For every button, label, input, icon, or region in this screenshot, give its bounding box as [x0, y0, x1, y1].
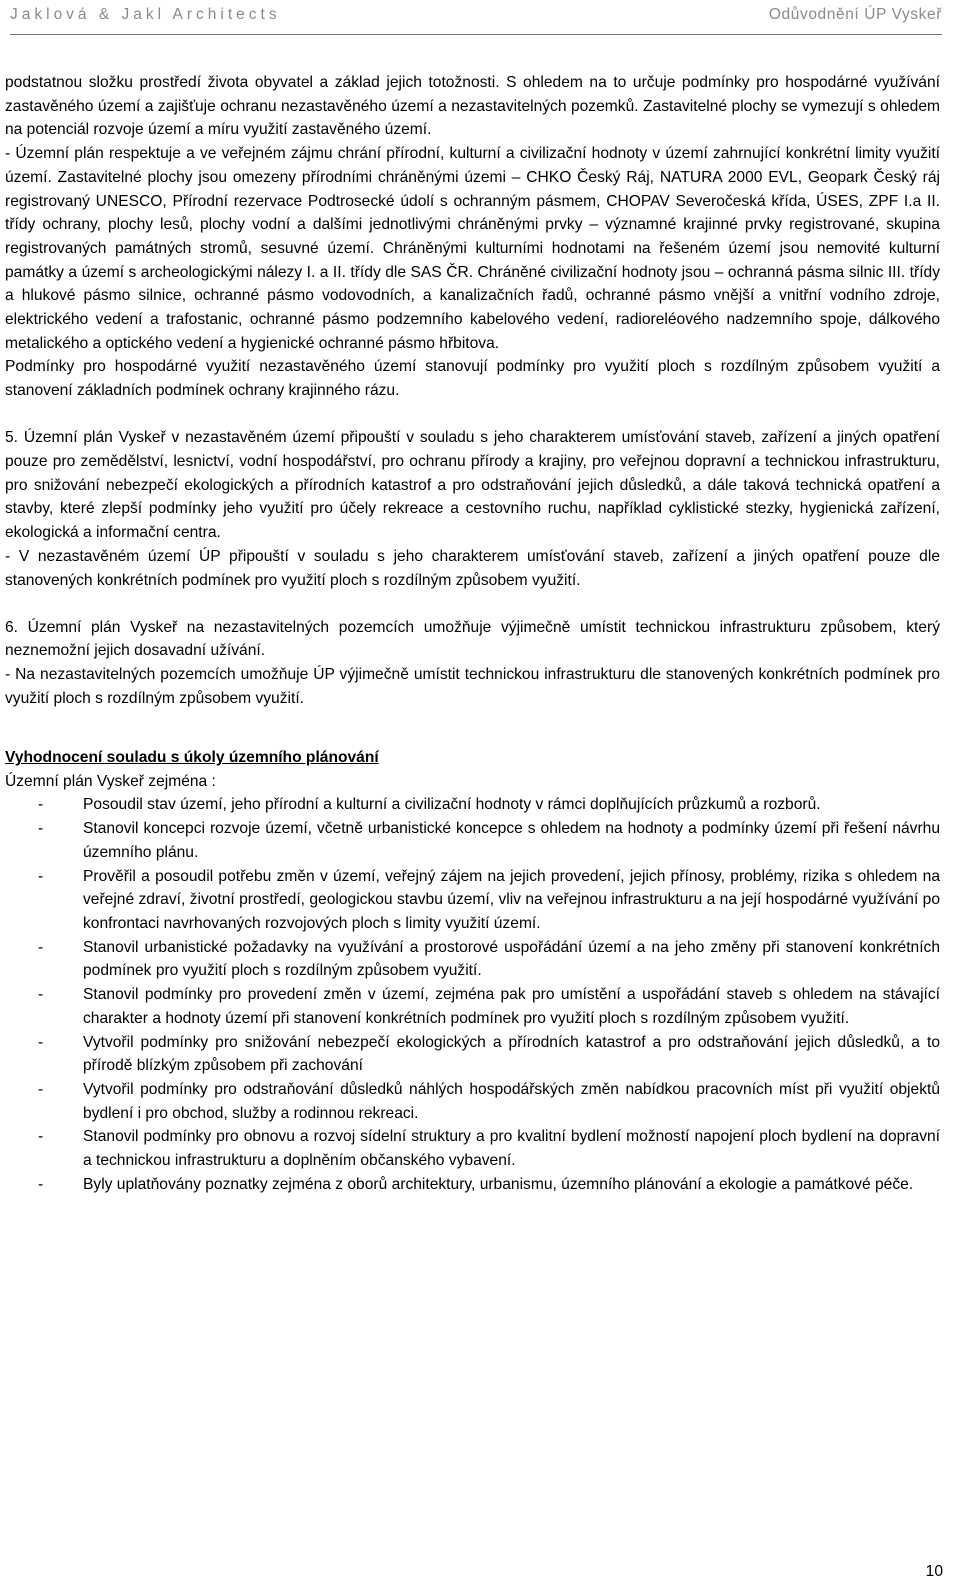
list-item-text: Stanovil koncepci rozvoje území, včetně urbanistické koncepce s ohledem na hodnoty a podmínky území při řešení návrhu územního plánu. — [83, 820, 940, 861]
header-divider — [10, 34, 942, 35]
running-header — [10, 6, 942, 28]
list-item — [5, 793, 940, 817]
paragraph: 5. Územní plán Vyskeř v nezastavěném území připouští v souladu s jeho charakterem umísťování staveb, zařízení a jiných opatření pouze pro zemědělství, lesnictví, vodní hospodářství, pro ochranu přírody a krajiny, pro veřejnou dopravní a technickou infrastrukturu, pro snižování nebezpečí ekologických a přírodních katastrof a pro odstraňování jejich důsledků, a dále taková technická opatření a stavby, které zlepší podmínky jeho využití pro účely rekreace a cestovního ruchu, například cyklistické stezky, hygienická zařízení, ekologická a informační centra. — [5, 429, 940, 542]
list-dash: - — [38, 1128, 44, 1146]
list-item-text: Byly uplatňovány poznatky zejména z oborů architektury, urbanismu, územního plánování a ekologie a památkové péče. — [83, 1175, 914, 1193]
list-dash: - — [38, 820, 44, 838]
list-dash: - — [38, 867, 44, 885]
paragraph: - V nezastavěném území ÚP připouští v souladu s jeho charakterem umísťování staveb, zařízení a jiných opatření pouze dle stanovených konkrétních podmínek pro využití ploch s rozdílným způsobem využití. — [5, 547, 940, 589]
list-item-text: Stanovil urbanistické požadavky na využívání a prostorové uspořádání území a na jeho změny při stanovení konkrétních podmínek pro využití ploch s rozdílným způsobem využití. — [83, 938, 940, 980]
header-document-title: Odůvodnění ÚP Vyskeř — [768, 6, 942, 23]
list-item-text: Stanovil podmínky pro obnovu a rozvoj sídelní struktury a pro kvalitní bydlení možností napojení ploch bydlení na dopravní a technickou infrastrukturu a doplněním občanského vybavení. — [83, 1128, 940, 1170]
paragraph: Podmínky pro hospodárné využití nezastavěného území stanovují podmínky pro využití ploch s rozdílným způsobem využití a stanovení základních podmínek ochrany krajinného rázu. — [5, 358, 940, 400]
list-item — [5, 1031, 940, 1078]
list-item-text: Vytvořil podmínky pro odstraňování důsledků náhlých hospodářských změn nabídkou pracovních míst při využití objektů bydlení i pro obchod, služby a rodinnou rekreaci. — [83, 1080, 940, 1122]
paragraph-spacer — [5, 403, 940, 427]
paragraph: - Územní plán respektuje a ve veřejném zájmu chrání přírodní, kulturní a civilizační hodnoty v území zahrnující konkrétní limity využití území. Zastavitelné plochy jsou omezeny přírodními chráněnými územi – CHKO Český Ráj, NATURA 2000 EVL, Geopark Český ráj registrovaný UNESCO, Přírodní rezervace Podtrosecké údolí s ochranným pásmem, CHOPAV Severočeská křída, ÚSES, ZPF I.a II. třídy ochrany, plochy lesů, plochy vodní a dalšími jednotlivými chráněnými prvky – významné krajinné prvky registrované, skupina registrovaných památných stromů, sesuvné území. Chráněnými kulturními hodnotami na řešeném území jsou nemovité kulturní památky a území s archeologickými nálezy I. a II. třídy dle SAS ČR. Chráněné civilizační hodnoty jsou – ochranná pásma silnic III. třídy a hlukové pásmo silnice, ochranné pásmo vodovodních, a kanalizačních řadů, ochranné pásmo vnější a vnitřní vodního zdroje, elektrického vedení a trafostanic, ochranné pásmo podzemního kabelového vedení, radioreléového nadzemního spoje, dálkového metalického a optického vedení a hygienické ochranné pásmo hřbitova. — [5, 145, 940, 352]
paragraph-spacer — [5, 734, 940, 746]
list-item — [5, 1173, 940, 1197]
paragraph-spacer — [5, 711, 940, 735]
list-dash: - — [38, 938, 44, 956]
list-dash: - — [38, 1033, 44, 1051]
paragraph-spacer — [5, 592, 940, 616]
section-heading: Vyhodnocení souladu s úkoly územního plánování — [5, 749, 379, 767]
page-number: 10 — [925, 1563, 943, 1580]
paragraph: 6. Územní plán Vyskeř na nezastavitelných pozemcích umožňuje výjimečně umístit technickou infrastrukturu způsobem, který neznemožní jejich dosavadní užívání. — [5, 618, 940, 660]
header-firm-name: Jaklová & Jakl Architects — [10, 6, 281, 23]
list-item — [5, 983, 940, 1030]
list-item-text: Vytvořil podmínky pro snižování nebezpečí ekologických a přírodních katastrof a pro odstraňování jejich důsledků, a to přírodě blízkým způsobem při zachování — [83, 1033, 940, 1075]
list-dash: - — [38, 796, 44, 814]
list-dash: - — [38, 1175, 44, 1193]
paragraph: - Na nezastavitelných pozemcích umožňuje ÚP výjimečně umístit technickou infrastrukturu dle stanovených konkrétních podmínek pro využití ploch s rozdílným způsobem využití. — [5, 666, 940, 707]
list-item — [5, 865, 940, 936]
section-intro: Územní plán Vyskeř zejména : — [5, 772, 216, 790]
list-item — [5, 1125, 940, 1172]
list-item — [5, 817, 940, 864]
document-body — [5, 71, 940, 1196]
list-item-text: Posoudil stav území, jeho přírodní a kulturní a civilizační hodnoty v rámci doplňujících průzkumů a rozborů. — [83, 796, 821, 814]
list-dash: - — [38, 1080, 44, 1098]
list-item — [5, 936, 940, 983]
list-item — [5, 1078, 940, 1125]
list-dash: - — [38, 986, 44, 1004]
list-item-text: Prověřil a posoudil potřebu změn v území, veřejný zájem na jejich provedení, jejich přínosy, problémy, rizika s ohledem na veřejné zdraví, životní prostředí, geologickou stavbu území, vliv na veřejnou infrastrukturu a na její hospodárné využívání po konfrontaci navrhovaných rozvojových ploch s limity využití území. — [83, 867, 940, 932]
bullet-list — [5, 793, 940, 1196]
list-item-text: Stanovil podmínky pro provedení změn v území, zejména pak pro umístění a uspořádání staveb s ohledem na stávající charakter a hodnoty území při stanovení konkrétních podmínek pro využití ploch s rozdílným způsobem využití. — [83, 986, 940, 1027]
paragraph: podstatnou složku prostředí života obyvatel a základ jejich totožnosti. S ohledem na to určuje podmínky pro hospodárné využívání zastavěného území a zajišťuje ochranu nezastavěného území a nezastavitelných pozemků. Zastavitelné plochy se vymezují s ohledem na potenciál rozvoje území a míru využití zastavěného území. — [5, 74, 940, 139]
